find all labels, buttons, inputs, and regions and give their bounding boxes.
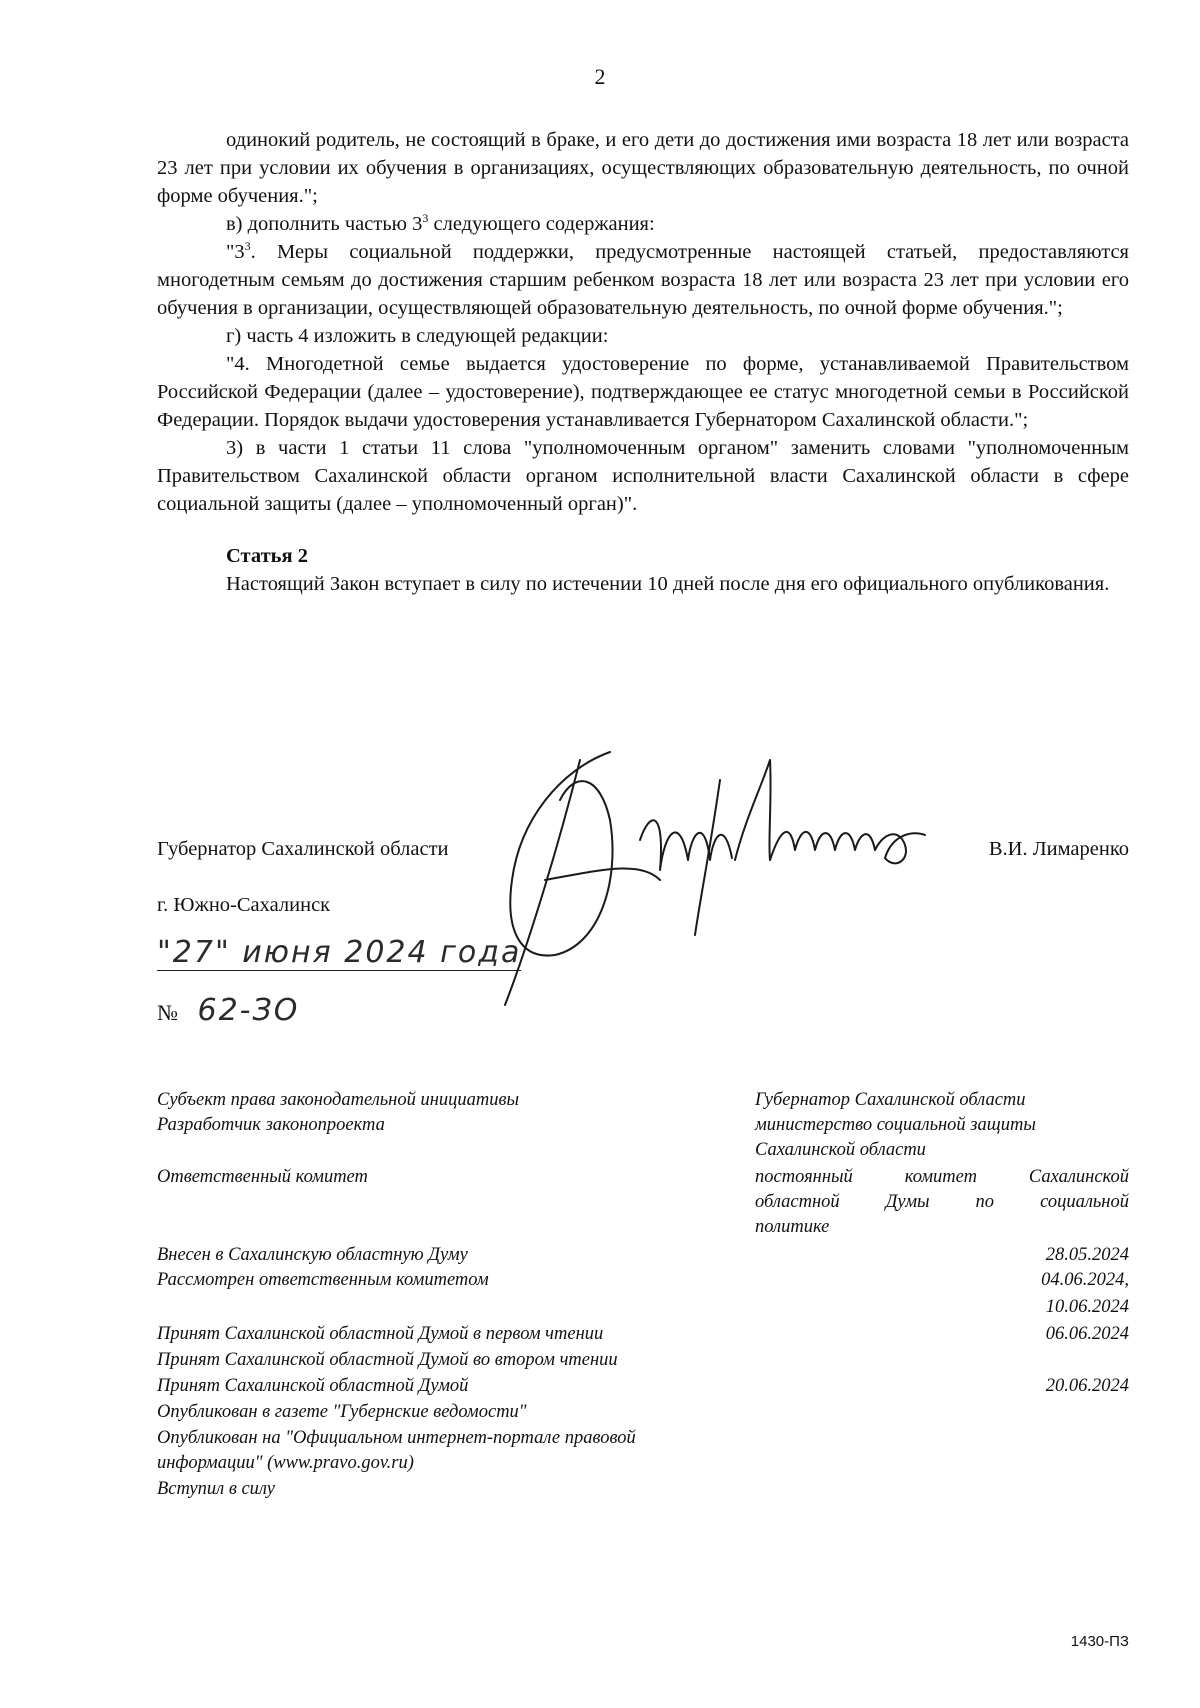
- reviewed-date-2: 10.06.2024: [1045, 1297, 1129, 1317]
- handwritten-number: 62-ЗО: [197, 993, 300, 1028]
- published-portal-label-2: информации" (www.pravo.gov.ru): [157, 1453, 414, 1473]
- submitted-label: Внесен в Сахалинскую областную Думу: [157, 1245, 468, 1265]
- paragraph-part-3-3: "$3^3$. Меры социальной поддержки, предусмотренные настоящей статьей, предоставляются многодетным семьям до достижения старшим ребенком возраста 18 лет или возраста 23 лет при условии его обучения в организации, осуществляющей образовательную деятельность, по очной форме обучения.";: [157, 239, 1129, 319]
- article-2-heading: Статья 2: [226, 545, 308, 567]
- second-reading-label: Принят Сахалинской областной Думой во втором чтении: [157, 1350, 618, 1370]
- subject-label: Субъект права законодательной инициативы: [157, 1090, 520, 1110]
- developer-label: Разработчик законопроекта: [157, 1115, 385, 1135]
- city-line: г. Южно-Сахалинск: [157, 894, 331, 916]
- law-number: [157, 993, 299, 1028]
- subject-value: Губернатор Сахалинской области: [755, 1090, 1026, 1110]
- developer-value-line-2: Сахалинской области: [755, 1140, 926, 1160]
- paragraph-amendment-v: в) дополнить частью $3^3$ следующего содержания:: [226, 211, 655, 235]
- published-portal-label-1: Опубликован на "Официальном интернет-портале правовой: [157, 1428, 636, 1448]
- reviewed-date-1: 04.06.2024,: [1041, 1270, 1129, 1290]
- law-text: [157, 126, 1129, 598]
- developer-value-line-1: министерство социальной защиты: [755, 1115, 1036, 1135]
- handwritten-date: "27" июня 2024 года: [157, 935, 522, 970]
- page-number: 2: [594, 64, 606, 89]
- adopted-label: Принят Сахалинской областной Думой: [157, 1376, 469, 1396]
- paragraph-entry-into-force: Настоящий Закон вступает в силу по истечении 10 дней после дня его официального опубликования.: [226, 573, 1110, 595]
- paragraph-part-4: "4. Многодетной семье выдается удостоверение по форме, устанавливаемой Правительством Российской Федерации (далее – удостоверение), подтверждающее ее статус многодетной семьи в Российской Федерации. Порядок выдачи удостоверения устанавливается Губернатором Сахалинской области.";: [157, 353, 1129, 431]
- submitted-date: 28.05.2024: [1045, 1245, 1129, 1265]
- number-sign: №: [157, 1000, 178, 1025]
- adopted-date: 20.06.2024: [1045, 1376, 1129, 1396]
- first-reading-label: Принят Сахалинской областной Думой в первом чтении: [157, 1324, 604, 1344]
- first-reading-date: 06.06.2024: [1045, 1324, 1129, 1344]
- reviewed-label: Рассмотрен ответственным комитетом: [157, 1270, 489, 1290]
- committee-value-line-2: областной Думы по социальной: [755, 1192, 1129, 1212]
- committee-value-line-1: постоянный комитет Сахалинской: [755, 1167, 1129, 1187]
- signing-date: [157, 935, 521, 971]
- document-code: 1430-ПЗ: [1070, 1633, 1129, 1650]
- committee-value-line-3: политике: [755, 1217, 830, 1237]
- paragraph-amendment-g: г) часть 4 изложить в следующей редакции:: [226, 325, 609, 347]
- governor-name: В.И. Лимаренко: [988, 838, 1129, 860]
- committee-label: Ответственный комитет: [157, 1167, 368, 1187]
- paragraph-article-11: 3) в части 1 статьи 11 слова "уполномоченным органом" заменить словами "уполномоченным Правительством Сахалинской области органом исполнительной власти Сахалинской области в сфере социальной защиты (далее – уполномоченный орган)".: [157, 437, 1129, 515]
- paragraph-single-parent: одинокий родитель, не состоящий в браке, и его дети до достижения ими возраста 18 лет или возраста 23 лет при условии их обучения в организациях, осуществляющих образовательную деятельность, по очной форме обучения.";: [157, 129, 1129, 207]
- published-newspaper-label: Опубликован в газете "Губернские ведомости": [157, 1402, 527, 1422]
- entered-force-label: Вступил в силу: [157, 1479, 275, 1499]
- governor-position: Губернатор Сахалинской области: [157, 838, 449, 860]
